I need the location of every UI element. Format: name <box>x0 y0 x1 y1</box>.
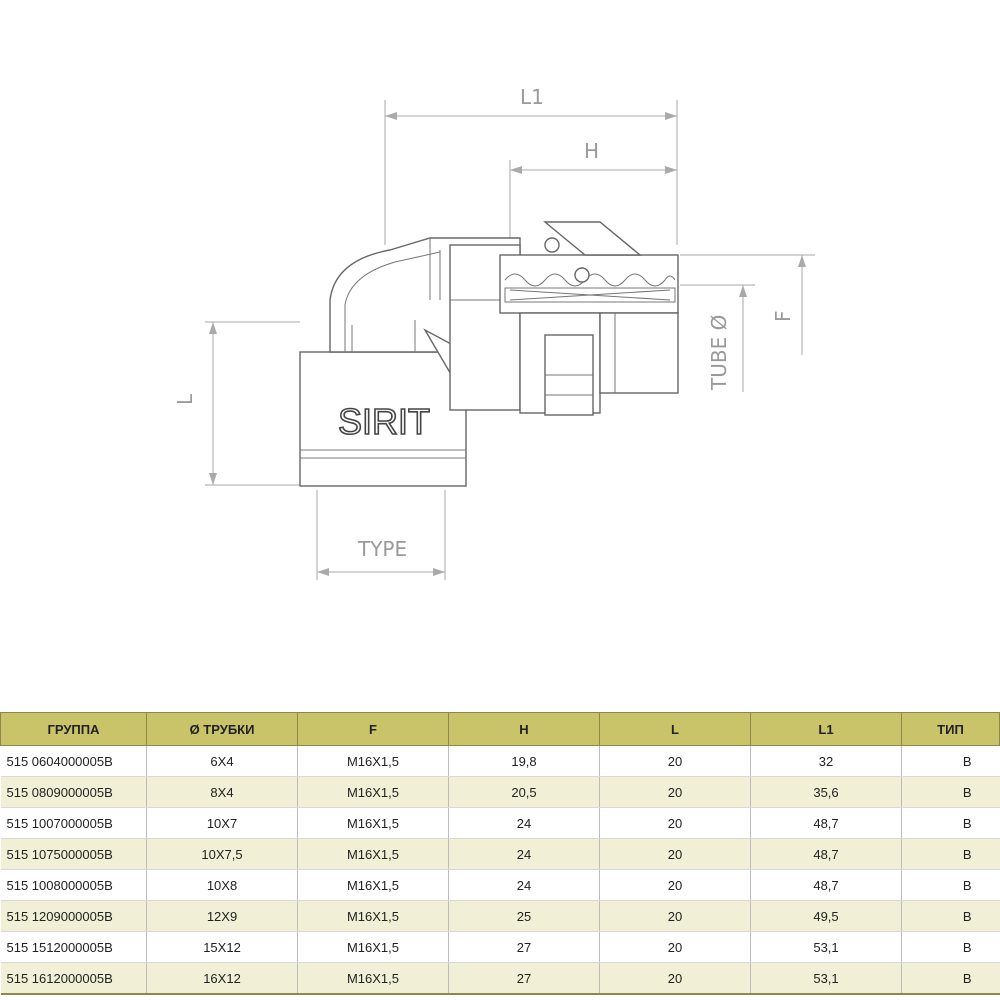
cell-l: 20 <box>600 963 751 995</box>
cell-group: 515 0604000005B <box>1 746 147 777</box>
cell-f: M16X1,5 <box>298 777 449 808</box>
table-row <box>1 963 1000 995</box>
cell-group: 515 0809000005B <box>1 777 147 808</box>
cell-h: 25 <box>449 901 600 932</box>
cell-f: M16X1,5 <box>298 746 449 777</box>
cell-h: 24 <box>449 870 600 901</box>
col-type: ТИП <box>902 713 1000 746</box>
cell-l: 20 <box>600 746 751 777</box>
cell-l: 20 <box>600 932 751 963</box>
cell-tube: 16X12 <box>147 963 298 995</box>
cell-group: 515 1209000005B <box>1 901 147 932</box>
cell-tube: 6X4 <box>147 746 298 777</box>
cell-f: M16X1,5 <box>298 870 449 901</box>
col-l1: L1 <box>751 713 902 746</box>
cell-h: 24 <box>449 808 600 839</box>
cell-type: B <box>902 777 1000 808</box>
spec-table <box>0 712 1000 995</box>
cell-l: 20 <box>600 808 751 839</box>
cell-type: B <box>902 808 1000 839</box>
dim-f <box>680 255 815 355</box>
table-row <box>1 901 1000 932</box>
col-tube: Ø ТРУБКИ <box>147 713 298 746</box>
cell-type: B <box>902 901 1000 932</box>
table-header-row <box>1 713 1000 746</box>
cell-tube: 10X7,5 <box>147 839 298 870</box>
cell-tube: 12X9 <box>147 901 298 932</box>
dim-type-label: TYPE <box>358 537 408 561</box>
cell-h: 27 <box>449 932 600 963</box>
cell-h: 20,5 <box>449 777 600 808</box>
brand-text: SIRIT <box>337 401 431 442</box>
cell-type: B <box>902 870 1000 901</box>
dim-l-label: L <box>173 393 197 405</box>
cell-l: 20 <box>600 777 751 808</box>
cell-f: M16X1,5 <box>298 932 449 963</box>
table-row <box>1 808 1000 839</box>
cell-tube: 15X12 <box>147 932 298 963</box>
dim-l1-label: L1 <box>520 85 544 109</box>
cell-group: 515 1512000005B <box>1 932 147 963</box>
cell-h: 19,8 <box>449 746 600 777</box>
col-h: H <box>449 713 600 746</box>
table-row <box>1 932 1000 963</box>
cell-type: B <box>902 839 1000 870</box>
cell-l1: 35,6 <box>751 777 902 808</box>
table-row <box>1 870 1000 901</box>
col-l: L <box>600 713 751 746</box>
dim-h-label: H <box>584 139 600 163</box>
fitting-body <box>300 222 678 486</box>
cell-l1: 53,1 <box>751 963 902 995</box>
cell-l1: 49,5 <box>751 901 902 932</box>
dim-tube-label: TUBE Ø <box>707 314 731 390</box>
cell-f: M16X1,5 <box>298 901 449 932</box>
cell-f: M16X1,5 <box>298 808 449 839</box>
cell-type: B <box>902 746 1000 777</box>
table-row <box>1 777 1000 808</box>
cell-group: 515 1075000005B <box>1 839 147 870</box>
cell-l1: 48,7 <box>751 870 902 901</box>
cell-tube: 8X4 <box>147 777 298 808</box>
cell-l1: 48,7 <box>751 808 902 839</box>
cell-tube: 10X7 <box>147 808 298 839</box>
cell-l1: 48,7 <box>751 839 902 870</box>
cell-tube: 10X8 <box>147 870 298 901</box>
cell-h: 27 <box>449 963 600 995</box>
dim-l1 <box>385 85 677 245</box>
cell-group: 515 1612000005B <box>1 963 147 995</box>
cell-group: 515 1008000005B <box>1 870 147 901</box>
cell-l: 20 <box>600 839 751 870</box>
cell-l1: 32 <box>751 746 902 777</box>
dim-type <box>317 490 445 580</box>
cell-l1: 53,1 <box>751 932 902 963</box>
cell-f: M16X1,5 <box>298 963 449 995</box>
dim-f-label: F <box>771 310 795 322</box>
cell-h: 24 <box>449 839 600 870</box>
col-group: ГРУППА <box>1 713 147 746</box>
cell-group: 515 1007000005B <box>1 808 147 839</box>
cell-l: 20 <box>600 901 751 932</box>
cell-type: B <box>902 963 1000 995</box>
cell-type: B <box>902 932 1000 963</box>
table-row <box>1 746 1000 777</box>
dim-l <box>173 322 300 485</box>
cell-l: 20 <box>600 870 751 901</box>
table-row <box>1 839 1000 870</box>
cell-f: M16X1,5 <box>298 839 449 870</box>
col-f: F <box>298 713 449 746</box>
dim-tube <box>680 285 755 392</box>
